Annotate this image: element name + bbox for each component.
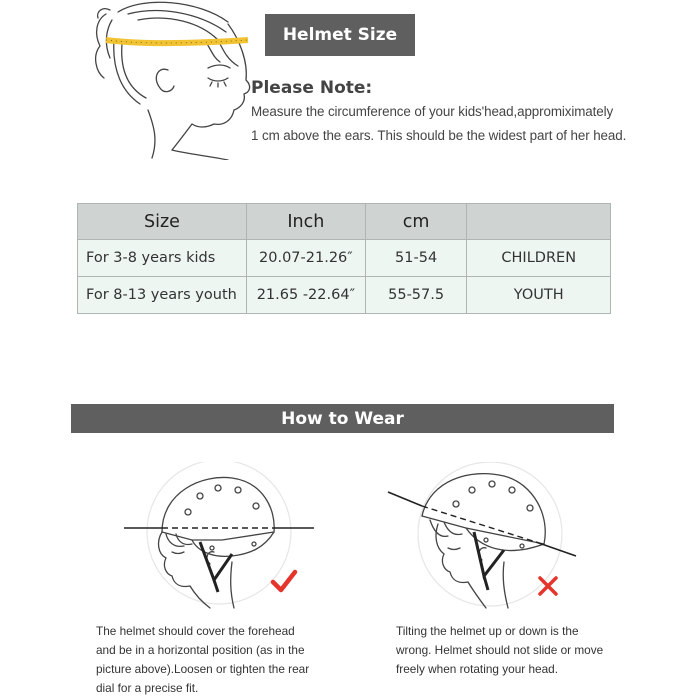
table-cell-inch: 21.65 -22.64″ <box>246 277 365 314</box>
table-header-inch: Inch <box>246 204 365 240</box>
correct-caption-line: and be in a horizontal position (as in the <box>96 643 305 657</box>
correct-caption <box>96 622 309 698</box>
helmet-size-title: Helmet Size <box>265 14 415 56</box>
table-cell-category: YOUTH <box>467 277 611 314</box>
wrong-caption-line: Tilting the helmet up or down is the <box>396 624 579 638</box>
wrong-caption <box>396 622 603 679</box>
correct-caption-line: dial for a precise fit. <box>96 681 199 695</box>
table-header-size: Size <box>78 204 247 240</box>
table-cell-cm: 51-54 <box>365 240 467 277</box>
check-icon <box>270 568 298 596</box>
table-cell-category: CHILDREN <box>467 240 611 277</box>
table-cell-inch: 20.07-21.26″ <box>246 240 365 277</box>
note-title: Please Note: <box>251 78 373 98</box>
table-cell-size: For 3-8 years kids <box>78 240 247 277</box>
correct-caption-line: The helmet should cover the forehead <box>96 624 295 638</box>
table-row <box>78 240 611 277</box>
table-cell-cm: 55-57.5 <box>365 277 467 314</box>
table-row <box>78 277 611 314</box>
cross-icon <box>537 575 559 597</box>
table-header-cm: cm <box>365 204 467 240</box>
table-cell-size: For 8-13 years youth <box>78 277 247 314</box>
wrong-caption-line: wrong. Helmet should not slide or move <box>396 643 604 657</box>
girl-measuring-head-illustration <box>88 0 258 160</box>
note-line-2: 1 cm above the ears. This should be the widest part of her head. <box>251 128 627 143</box>
size-table <box>77 203 611 314</box>
table-header-category <box>467 204 611 240</box>
wrong-caption-line: freely when rotating your head. <box>396 662 558 676</box>
note-line-1: Measure the circumference of your kids'head,appromiximately <box>251 104 614 119</box>
correct-caption-line: picture above).Loosen or tighten the rear <box>96 662 310 676</box>
table-header-row <box>78 204 611 240</box>
how-to-wear-bar: How to Wear <box>71 404 614 433</box>
